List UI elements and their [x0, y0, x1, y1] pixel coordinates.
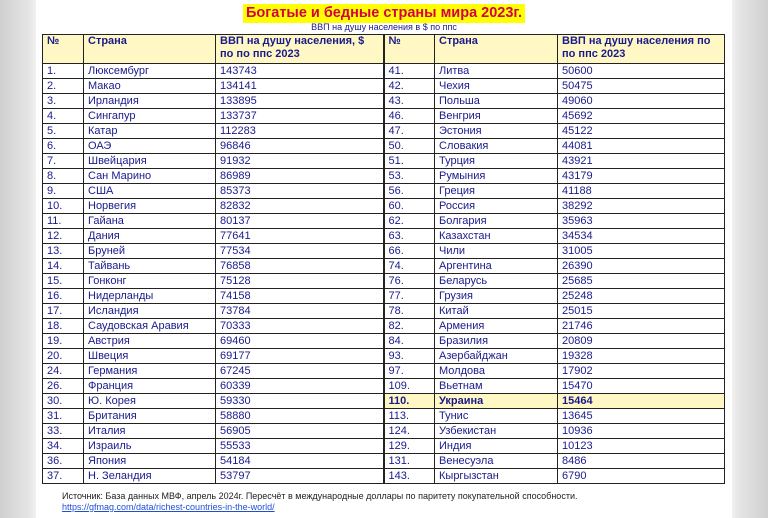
cell-country-left: Италия [84, 424, 216, 439]
table-row [43, 109, 725, 124]
cell-country-left: Исландия [84, 304, 216, 319]
cell-rank-left: 37. [43, 469, 84, 484]
table-row [43, 124, 725, 139]
cell-gdp-left: 56905 [216, 424, 384, 439]
cell-gdp-right: 8486 [558, 454, 725, 469]
cell-rank-right: 47. [384, 124, 435, 139]
cell-country-right: Венгрия [435, 109, 558, 124]
cell-country-left: Ирландия [84, 94, 216, 109]
cell-gdp-left: 85373 [216, 184, 384, 199]
cell-country-left: Сан Марино [84, 169, 216, 184]
cell-rank-right: 56. [384, 184, 435, 199]
cell-gdp-left: 60339 [216, 379, 384, 394]
cell-country-left: Гонконг [84, 274, 216, 289]
cell-gdp-right: 10123 [558, 439, 725, 454]
cell-rank-left: 1. [43, 64, 84, 79]
cell-country-left: Саудовская Аравия [84, 319, 216, 334]
cell-rank-right: 41. [384, 64, 435, 79]
table-row [43, 79, 725, 94]
cell-rank-right: 43. [384, 94, 435, 109]
cell-country-right: Болгария [435, 214, 558, 229]
cell-rank-left: 20. [43, 349, 84, 364]
cell-country-right: Азербайджан [435, 349, 558, 364]
cell-country-left: Тайвань [84, 259, 216, 274]
table-row [43, 454, 725, 469]
cell-rank-right: 131. [384, 454, 435, 469]
table-header-row [43, 35, 725, 64]
table-row [43, 469, 725, 484]
cell-country-left: Сингапур [84, 109, 216, 124]
cell-country-right: Венесуэла [435, 454, 558, 469]
cell-rank-right: 51. [384, 154, 435, 169]
cell-rank-left: 10. [43, 199, 84, 214]
table-row [43, 229, 725, 244]
table-row [43, 379, 725, 394]
cell-gdp-left: 69177 [216, 349, 384, 364]
cell-country-right: Аргентина [435, 259, 558, 274]
cell-gdp-left: 143743 [216, 64, 384, 79]
cell-gdp-right: 26390 [558, 259, 725, 274]
table-row [43, 139, 725, 154]
cell-gdp-right: 43179 [558, 169, 725, 184]
cell-country-left: Израиль [84, 439, 216, 454]
cell-rank-right: 93. [384, 349, 435, 364]
title-wrap [36, 4, 732, 23]
cell-country-right: Эстония [435, 124, 558, 139]
cell-country-right: Китай [435, 304, 558, 319]
table-row [43, 319, 725, 334]
cell-rank-right: 42. [384, 79, 435, 94]
cell-country-left: ОАЭ [84, 139, 216, 154]
cell-rank-left: 6. [43, 139, 84, 154]
cell-country-right: Молдова [435, 364, 558, 379]
cell-rank-left: 19. [43, 334, 84, 349]
cell-rank-left: 5. [43, 124, 84, 139]
cell-rank-right: 76. [384, 274, 435, 289]
cell-country-right: Россия [435, 199, 558, 214]
cell-gdp-right: 15464 [558, 394, 725, 409]
table-row [43, 394, 725, 409]
cell-rank-left: 7. [43, 154, 84, 169]
cell-gdp-left: 70333 [216, 319, 384, 334]
cell-country-left: Ю. Корея [84, 394, 216, 409]
cell-country-right: Кыргызстан [435, 469, 558, 484]
cell-rank-left: 14. [43, 259, 84, 274]
cell-country-right: Узбекистан [435, 424, 558, 439]
cell-country-right: Бразилия [435, 334, 558, 349]
cell-gdp-right: 45122 [558, 124, 725, 139]
cell-country-left: Германия [84, 364, 216, 379]
header-gdp-right: ВВП на душу населения по по ппс 2023 [558, 35, 725, 64]
cell-gdp-left: 74158 [216, 289, 384, 304]
table-row [43, 409, 725, 424]
cell-country-right: Литва [435, 64, 558, 79]
source-link[interactable]: https://gfmag.com/data/richest-countries-in-the-world/ [62, 502, 275, 512]
cell-gdp-right: 45692 [558, 109, 725, 124]
cell-country-left: США [84, 184, 216, 199]
table-row [43, 364, 725, 379]
cell-gdp-left: 54184 [216, 454, 384, 469]
cell-rank-left: 4. [43, 109, 84, 124]
cell-country-left: Япония [84, 454, 216, 469]
cell-gdp-right: 49060 [558, 94, 725, 109]
cell-rank-right: 62. [384, 214, 435, 229]
cell-country-right: Чили [435, 244, 558, 259]
cell-gdp-right: 41188 [558, 184, 725, 199]
cell-gdp-left: 67245 [216, 364, 384, 379]
cell-gdp-right: 25685 [558, 274, 725, 289]
cell-country-right: Украина [435, 394, 558, 409]
cell-country-right: Казахстан [435, 229, 558, 244]
cell-rank-right: 74. [384, 259, 435, 274]
cell-rank-left: 26. [43, 379, 84, 394]
cell-gdp-right: 35963 [558, 214, 725, 229]
cell-gdp-left: 133737 [216, 109, 384, 124]
cell-gdp-right: 21746 [558, 319, 725, 334]
cell-rank-right: 124. [384, 424, 435, 439]
cell-rank-left: 24. [43, 364, 84, 379]
cell-gdp-right: 50600 [558, 64, 725, 79]
cell-rank-left: 9. [43, 184, 84, 199]
cell-country-left: Н. Зеландия [84, 469, 216, 484]
cell-gdp-left: 69460 [216, 334, 384, 349]
cell-rank-right: 50. [384, 139, 435, 154]
cell-gdp-left: 134141 [216, 79, 384, 94]
header-num-left: № [43, 35, 84, 64]
cell-country-right: Вьетнам [435, 379, 558, 394]
cell-gdp-right: 25015 [558, 304, 725, 319]
cell-gdp-right: 20809 [558, 334, 725, 349]
cell-country-left: Норвегия [84, 199, 216, 214]
cell-rank-right: 143. [384, 469, 435, 484]
cell-country-right: Греция [435, 184, 558, 199]
cell-gdp-left: 86989 [216, 169, 384, 184]
cell-country-right: Румыния [435, 169, 558, 184]
cell-gdp-right: 19328 [558, 349, 725, 364]
cell-gdp-right: 10936 [558, 424, 725, 439]
table-row [43, 199, 725, 214]
table-row [43, 259, 725, 274]
cell-rank-right: 63. [384, 229, 435, 244]
cell-country-left: Люксембург [84, 64, 216, 79]
table-row [43, 169, 725, 184]
cell-gdp-right: 43921 [558, 154, 725, 169]
cell-gdp-right: 50475 [558, 79, 725, 94]
header-country-right: Страна [435, 35, 558, 64]
cell-gdp-left: 76858 [216, 259, 384, 274]
cell-country-left: Бруней [84, 244, 216, 259]
cell-rank-right: 78. [384, 304, 435, 319]
cell-country-right: Тунис [435, 409, 558, 424]
cell-country-right: Армения [435, 319, 558, 334]
cell-country-right: Турция [435, 154, 558, 169]
table-row [43, 304, 725, 319]
cell-rank-left: 31. [43, 409, 84, 424]
cell-country-right: Беларусь [435, 274, 558, 289]
cell-gdp-left: 96846 [216, 139, 384, 154]
cell-gdp-left: 91932 [216, 154, 384, 169]
table-row [43, 334, 725, 349]
cell-country-right: Индия [435, 439, 558, 454]
cell-rank-right: 113. [384, 409, 435, 424]
cell-rank-left: 15. [43, 274, 84, 289]
cell-rank-right: 97. [384, 364, 435, 379]
document-sheet [36, 0, 732, 518]
cell-country-left: Дания [84, 229, 216, 244]
table-row [43, 244, 725, 259]
cell-gdp-left: 53797 [216, 469, 384, 484]
table-row [43, 154, 725, 169]
cell-gdp-right: 15470 [558, 379, 725, 394]
cell-rank-left: 8. [43, 169, 84, 184]
cell-gdp-left: 112283 [216, 124, 384, 139]
cell-country-right: Грузия [435, 289, 558, 304]
cell-country-left: Макао [84, 79, 216, 94]
cell-rank-right: 53. [384, 169, 435, 184]
table-body [43, 64, 725, 484]
cell-rank-left: 12. [43, 229, 84, 244]
table-row [43, 274, 725, 289]
cell-gdp-left: 80137 [216, 214, 384, 229]
cell-gdp-right: 44081 [558, 139, 725, 154]
cell-rank-right: 46. [384, 109, 435, 124]
cell-rank-right: 60. [384, 199, 435, 214]
cell-rank-right: 84. [384, 334, 435, 349]
cell-rank-right: 77. [384, 289, 435, 304]
cell-gdp-left: 75128 [216, 274, 384, 289]
cell-gdp-right: 17902 [558, 364, 725, 379]
cell-rank-left: 13. [43, 244, 84, 259]
table-row [43, 424, 725, 439]
cell-rank-left: 33. [43, 424, 84, 439]
cell-gdp-left: 73784 [216, 304, 384, 319]
cell-country-left: Катар [84, 124, 216, 139]
cell-country-left: Гайана [84, 214, 216, 229]
cell-country-left: Австрия [84, 334, 216, 349]
table-row [43, 64, 725, 79]
page-title: Богатые и бедные страны мира 2023г. [243, 4, 525, 23]
cell-rank-left: 11. [43, 214, 84, 229]
cell-gdp-left: 55533 [216, 439, 384, 454]
cell-country-left: Франция [84, 379, 216, 394]
cell-country-left: Швейцария [84, 154, 216, 169]
cell-rank-right: 109. [384, 379, 435, 394]
header-num-right: № [384, 35, 435, 64]
cell-country-right: Чехия [435, 79, 558, 94]
cell-rank-right: 129. [384, 439, 435, 454]
header-gdp-left: ВВП на душу населения, $ по по ппс 2023 [216, 35, 384, 64]
cell-rank-right: 82. [384, 319, 435, 334]
cell-gdp-left: 77641 [216, 229, 384, 244]
cell-country-left: Нидерланды [84, 289, 216, 304]
header-country-left: Страна [84, 35, 216, 64]
cell-rank-left: 3. [43, 94, 84, 109]
cell-rank-right: 110. [384, 394, 435, 409]
cell-gdp-right: 25248 [558, 289, 725, 304]
table-row [43, 214, 725, 229]
cell-country-left: Швеция [84, 349, 216, 364]
cell-rank-left: 36. [43, 454, 84, 469]
cell-gdp-left: 58880 [216, 409, 384, 424]
cell-gdp-right: 38292 [558, 199, 725, 214]
cell-gdp-right: 13645 [558, 409, 725, 424]
table-row [43, 184, 725, 199]
cell-gdp-right: 31005 [558, 244, 725, 259]
cell-rank-left: 17. [43, 304, 84, 319]
cell-rank-left: 16. [43, 289, 84, 304]
cell-gdp-right: 34534 [558, 229, 725, 244]
source-note: Источник: База данных МВФ, апрель 2024г. Пересчёт в международные доллары по паритету покупательной способности. [62, 491, 578, 501]
cell-gdp-left: 133895 [216, 94, 384, 109]
cell-country-left: Британия [84, 409, 216, 424]
cell-rank-left: 34. [43, 439, 84, 454]
cell-rank-left: 30. [43, 394, 84, 409]
gdp-table [42, 34, 725, 484]
cell-gdp-right: 6790 [558, 469, 725, 484]
cell-rank-right: 66. [384, 244, 435, 259]
page-subtitle: ВВП на душу населения в $ по ппс [311, 22, 457, 32]
cell-gdp-left: 59330 [216, 394, 384, 409]
cell-rank-left: 18. [43, 319, 84, 334]
table-row [43, 349, 725, 364]
table-row [43, 289, 725, 304]
cell-gdp-left: 82832 [216, 199, 384, 214]
cell-rank-left: 2. [43, 79, 84, 94]
cell-country-right: Словакия [435, 139, 558, 154]
cell-gdp-left: 77534 [216, 244, 384, 259]
cell-country-right: Польша [435, 94, 558, 109]
table-row [43, 439, 725, 454]
table-row [43, 94, 725, 109]
